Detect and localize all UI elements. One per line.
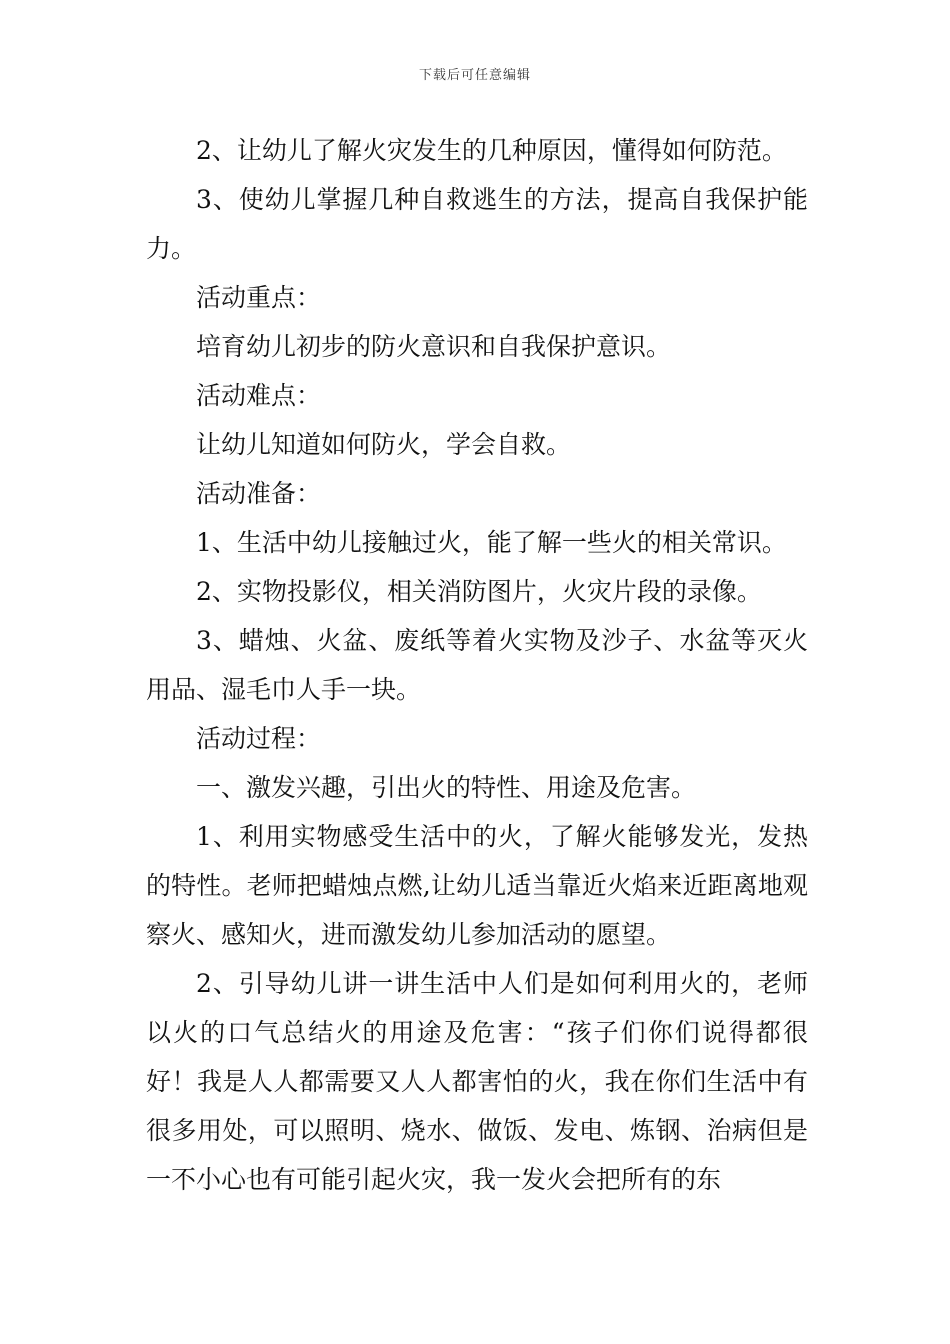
heading-difficulty: 活动难点： bbox=[196, 381, 322, 410]
heading-key-point: 活动重点： bbox=[196, 283, 322, 312]
page-header: 下载后可任意编辑 bbox=[418, 68, 531, 83]
paragraph-process-section-1: 一、激发兴趣，引出火的特性、用途及危害。 bbox=[196, 773, 697, 802]
paragraph-preparation-2: 2、实物投影仪，相关消防图片，火灾片段的录像。 bbox=[196, 577, 762, 606]
document-body bbox=[146, 126, 808, 1204]
paragraph-difficulty: 让幼儿知道如何防火，学会自救。 bbox=[196, 430, 572, 459]
paragraph-goal-3: 3、使幼儿掌握几种自救逃生的方法，提高自我保护能力。 bbox=[146, 185, 808, 263]
paragraph-preparation-1: 1、生活中幼儿接触过火，能了解一些火的相关常识。 bbox=[196, 528, 787, 557]
paragraph-process-step-2: 2、引导幼儿讲一讲生活中人们是如何利用火的，老师以火的口气总结火的用途及危害：“孩子们你们说得都很好！我是人人都需要又人人都害怕的火，我在你们生活中有很多用处，可以照明、烧水、做饭、发电、炼钢、治病但是一不小心也有可能引起火灾，我一发火会把所有的东 bbox=[146, 969, 808, 1194]
paragraph-key-point: 培育幼儿初步的防火意识和自我保护意识。 bbox=[196, 332, 672, 361]
paragraph-preparation-3: 3、蜡烛、火盆、废纸等着火实物及沙子、水盆等灭火用品、湿毛巾人手一块。 bbox=[146, 626, 808, 704]
paragraph-goal-2: 2、让幼儿了解火灾发生的几种原因，懂得如何防范。 bbox=[196, 136, 787, 165]
paragraph-process-step-1: 1、利用实物感受生活中的火，了解火能够发光，发热的特性。老师把蜡烛点燃,让幼儿适当靠近火焰来近距离地观察火、感知火，进而激发幼儿参加活动的愿望。 bbox=[146, 822, 808, 949]
heading-process: 活动过程： bbox=[196, 724, 322, 753]
heading-preparation: 活动准备： bbox=[196, 479, 322, 508]
